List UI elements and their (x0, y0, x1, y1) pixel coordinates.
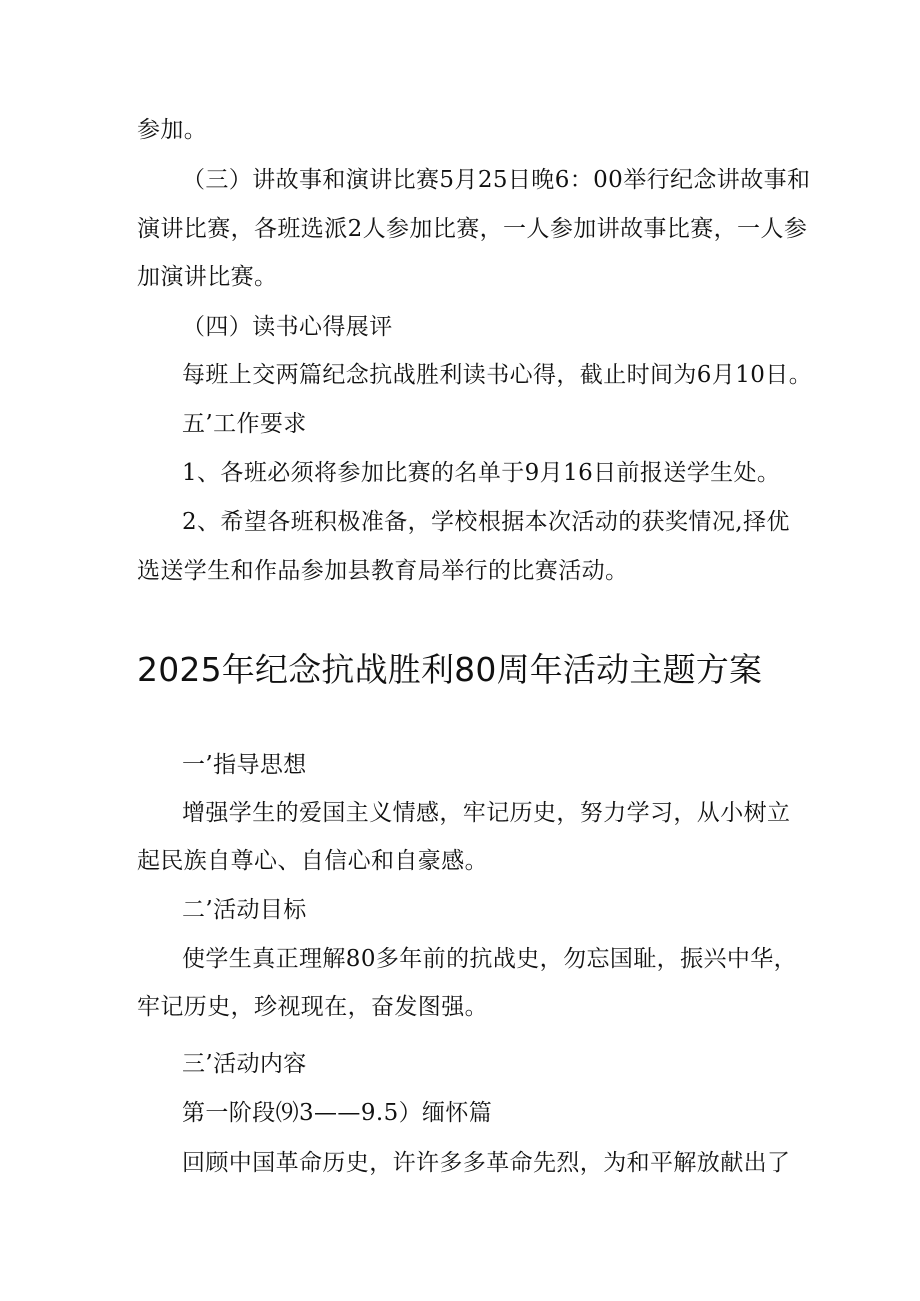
item3-line-3: 加演讲比赛。 (137, 264, 278, 290)
goal-line-1: 使学生真正理解80多年前的抗战史，勿忘国耻，振兴中华， (182, 946, 798, 972)
paragraph-continuation: 参加。 (137, 117, 208, 143)
document-title: 2025年纪念抗战胜利80周年活动主题方案 (137, 650, 763, 689)
requirement-2-line-1: 2、希望各班积极准备，学校根据本次活动的获奖情况,择优 (182, 509, 790, 535)
requirement-1: 1、各班必须将参加比赛的名单于9月16日前报送学生处。 (182, 460, 781, 486)
content-heading: 三’活动内容 (182, 1051, 307, 1077)
stage-1-heading: 第一阶段⑼3——9.5）缅怀篇 (182, 1100, 493, 1126)
item4-heading: （四）读书心得展评 (182, 314, 393, 340)
requirements-heading: 五’工作要求 (182, 411, 307, 437)
item3-line-2: 演讲比赛，各班选派2人参加比赛，一人参加讲故事比赛，一人参 (137, 216, 808, 242)
goal-heading: 二’活动目标 (182, 897, 307, 923)
guide-line-1: 增强学生的爱国主义情感，牢记历史，努力学习，从小树立 (182, 800, 791, 826)
goal-line-2: 牢记历史，珍视现在，奋发图强。 (137, 994, 488, 1020)
item4-body: 每班上交两篇纪念抗战胜利读书心得，截止时间为6月10日。 (182, 362, 813, 388)
guide-heading: 一’指导思想 (182, 752, 307, 778)
item3-line-1: （三）讲故事和演讲比赛5月25日晚6：00举行纪念讲故事和 (182, 167, 811, 193)
guide-line-2: 起民族自尊心、自信心和自豪感。 (137, 848, 488, 874)
requirement-2-line-2: 选送学生和作品参加县教育局举行的比赛活动。 (137, 558, 629, 584)
stage-1-body: 回顾中国革命历史，许许多多革命先烈，为和平解放献出了 (182, 1150, 791, 1176)
